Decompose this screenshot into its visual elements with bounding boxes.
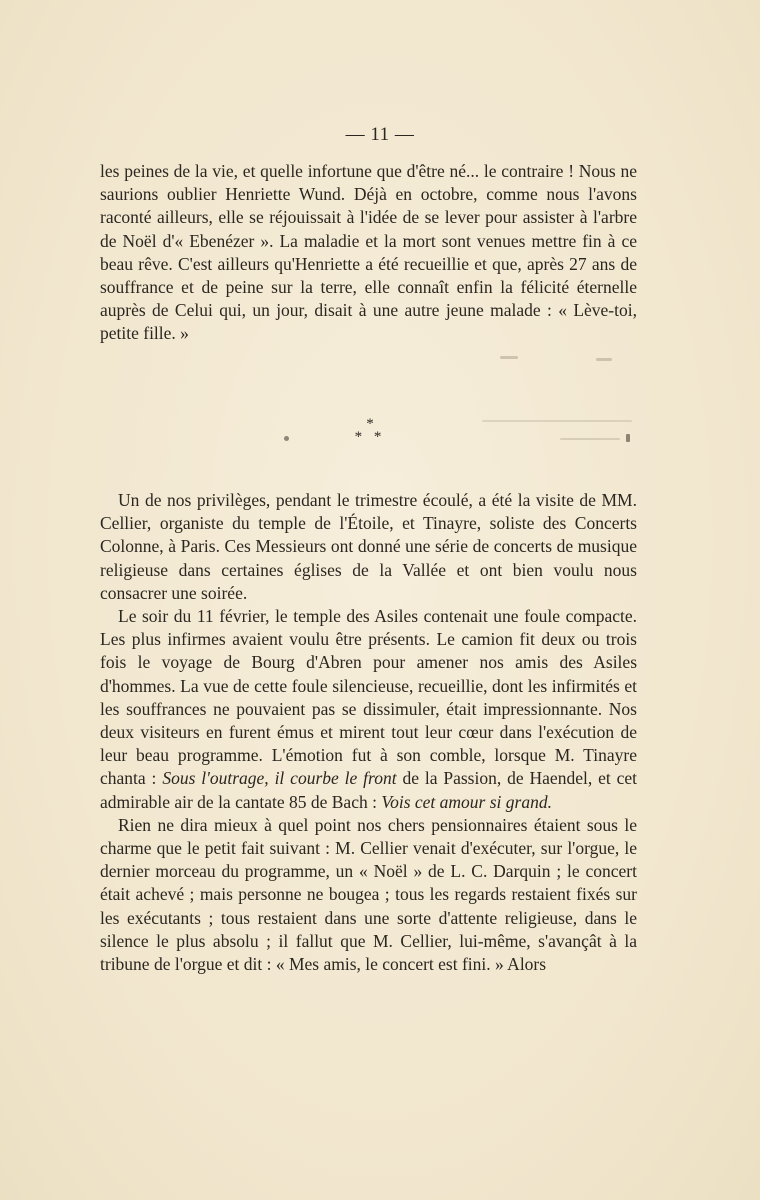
work-title-haendel: Sous l'outrage, il courbe le front bbox=[162, 768, 397, 789]
print-smudge bbox=[482, 420, 632, 422]
print-smudge bbox=[500, 356, 518, 359]
concert-text-1: Le soir du 11 février, le temple des Asiles contenait une foule compacte. Les plus infirmes avaient voulu être présents. Le camion fit deux ou trois fois le voyage de Bourg d'Abren pour amener nos amis des Asiles d'hommes. La vue de cette foule silencieuse, recueillie, dont les infirmités et les souffrances ne pouvaient pas se dissimuler, était impressionnante. Nos deux visiteurs en furent émus et mirent tout leur cœur dans l'exécution de leur beau programme. L'émotion fut à son comble, lorsque M. Tinayre chanta : bbox=[100, 606, 637, 789]
concert-text-2: de la Passion, de Haendel, et cet admirable air de la cantate 85 de Bach : bbox=[100, 768, 637, 812]
paragraph-concert bbox=[100, 605, 637, 814]
work-title-bach: Vois cet amour si grand. bbox=[381, 791, 552, 812]
print-speck bbox=[626, 434, 630, 442]
page-number: — 11 — bbox=[345, 124, 415, 145]
asterism-bottom: * * bbox=[354, 429, 386, 445]
paragraph-visit: Un de nos privilèges, pendant le trimestre écoulé, a été la visite de MM. Cellier, organiste du temple de l'Étoile, et Tinayre, soliste des Concerts Colonne, à Paris. Ces Messieurs ont donné une série de concerts de musique religieuse dans certaines églises de la Vallée et ont bien voulu nous consacrer une soirée. bbox=[100, 490, 637, 603]
print-smudge bbox=[596, 358, 612, 361]
asterism-top: * bbox=[366, 416, 374, 432]
paragraph-anecdote: Rien ne dira mieux à quel point nos chers pensionnaires étaient sous le charme que le petit fait suivant : M. Cellier venait d'exécuter, sur l'orgue, le dernier morceau du programme, un « Noël » de L. C. Darquin ; le concert était achevé ; mais personne ne bougea ; tous les regards restaient fixés sur les exécutants ; tous restaient dans une sorte d'attente religieuse, dans le silence le plus absolu ; il fallut que M. Cellier, lui-même, s'avançât à la tribune de l'orgue et dit : « Mes amis, le concert est fini. » Alors bbox=[100, 814, 637, 975]
print-smudge bbox=[560, 438, 620, 440]
text-block-bottom bbox=[100, 489, 637, 976]
print-speck bbox=[284, 436, 289, 441]
paragraph-henriette: les peines de la vie, et quelle infortune que d'être né... le contraire ! Nous ne saurions oublier Henriette Wund. Déjà en octobre, comme nous l'avons raconté ailleurs, elle se réjouissait à l'idée de se lever pour assister à l'arbre de Noël d'« Ebenézer ». La maladie et la mort sont venues mettre fin à ce beau rêve. C'est ailleurs qu'Henriette a été recueillie et que, après 27 ans de souffrance et de peine sur la terre, elle connaît enfin la félicité éternelle auprès de Celui qui, un jour, disait à une autre jeune malade : « Lève-toi, petite fille. » bbox=[100, 161, 637, 344]
section-separator bbox=[340, 418, 400, 454]
text-block-top bbox=[100, 160, 637, 346]
